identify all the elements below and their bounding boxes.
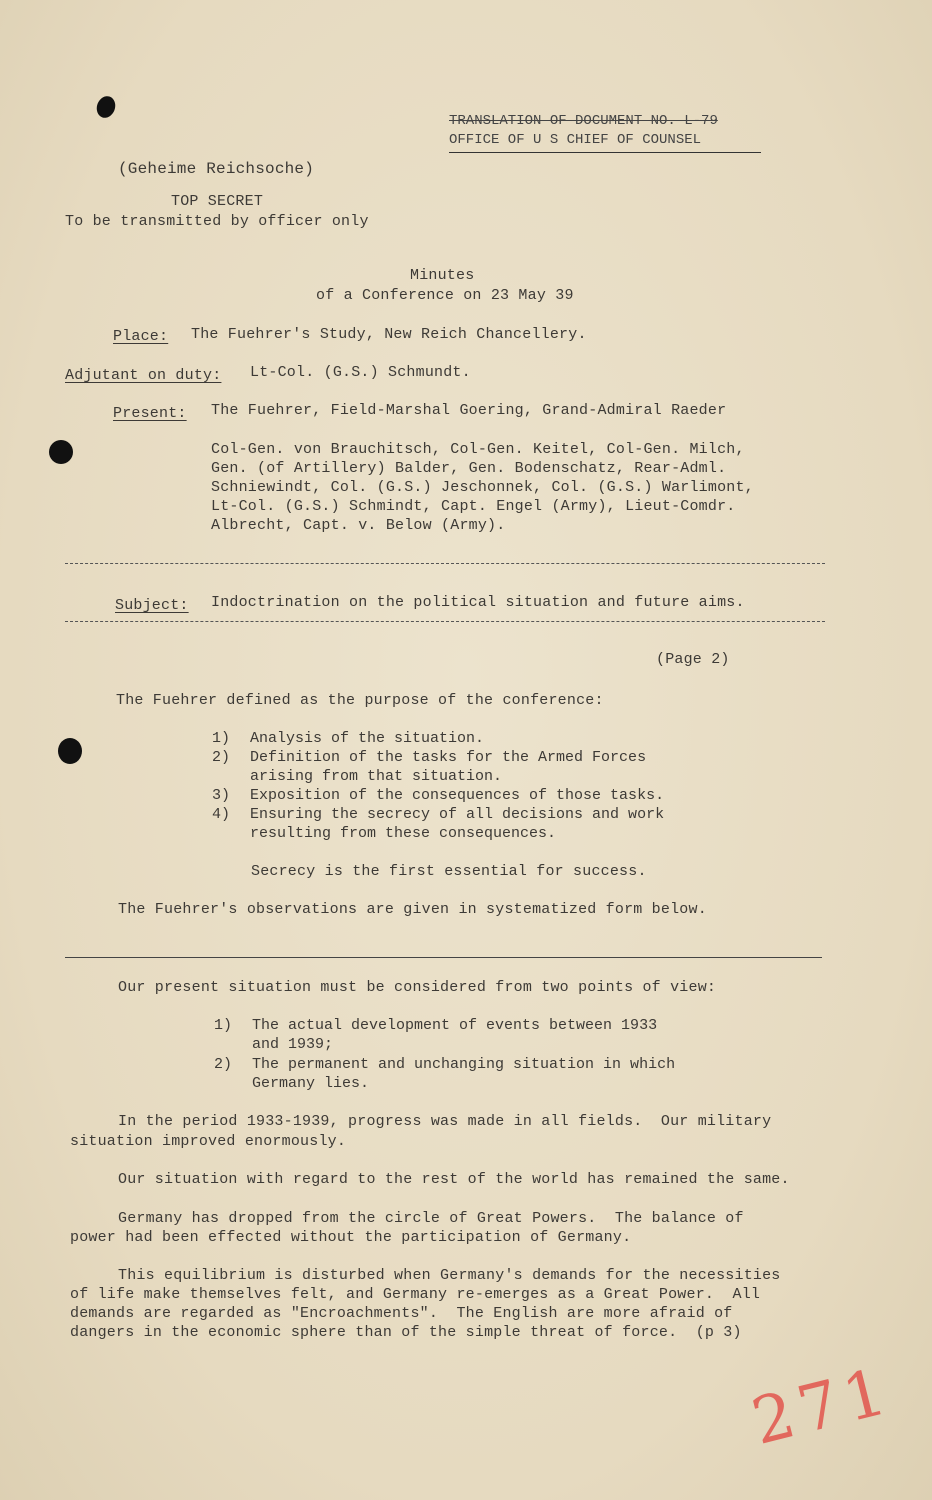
document-header [449, 112, 761, 153]
classification-german: (Geheime Reichsoche) [118, 160, 315, 178]
present-line5: Albrecht, Capt. v. Below (Army). [211, 517, 506, 534]
paragraph-4-line3: demands are regarded as "Encroachments". The English are more afraid of [70, 1305, 733, 1322]
present-line1: Col-Gen. von Brauchitsch, Col-Gen. Keitel, Col-Gen. Milch, [211, 441, 745, 458]
item-text-continued: and 1939; [252, 1036, 334, 1053]
adjutant-value: Lt-Col. (G.S.) Schmundt. [250, 364, 471, 381]
item-text: The permanent and unchanging situation in which [252, 1056, 676, 1073]
present-label: Present: [113, 405, 187, 422]
item-text-continued: arising from that situation. [250, 768, 503, 785]
item-number: 2) [212, 749, 231, 766]
separator-dashed-2 [65, 621, 825, 622]
item-number: 1) [212, 730, 231, 747]
header-rule [449, 152, 761, 153]
present-line3: Schniewindt, Col. (G.S.) Jeschonnek, Col. (G.S.) Warlimont, [211, 479, 754, 496]
paragraph-1-line1: In the period 1933-1939, progress was made in all fields. Our military [118, 1113, 772, 1130]
title-line1: Minutes [410, 267, 475, 284]
paragraph-4-line4: dangers in the economic sphere than of the simple threat of force. (p 3) [70, 1324, 742, 1341]
present-line4: Lt-Col. (G.S.) Schmindt, Capt. Engel (Army), Lieut-Comdr. [211, 498, 736, 515]
paragraph-3-line1: Germany has dropped from the circle of Great Powers. The balance of [118, 1210, 744, 1227]
office-line: OFFICE OF U S CHIEF OF COUNSEL [449, 132, 702, 148]
handwritten-page-number: 271 [745, 1354, 900, 1460]
title-line2: of a Conference on 23 May 39 [316, 287, 574, 304]
item-text: The actual development of events between 1933 [252, 1017, 658, 1034]
paragraph-2-line1: Our situation with regard to the rest of the world has remained the same. [118, 1171, 790, 1188]
subject-value: Indoctrination on the political situation and future aims. [211, 594, 745, 611]
item-number: 3) [212, 787, 231, 804]
classification-instruction: To be transmitted by officer only [65, 213, 369, 230]
paragraph-4-line1: This equilibrium is disturbed when Germany's demands for the necessities [118, 1267, 781, 1284]
separator-dashed-1 [65, 563, 825, 564]
punch-hole-lower [58, 738, 82, 764]
adjutant-label: Adjutant on duty: [65, 367, 222, 384]
paragraph-1-line2: situation improved enormously. [70, 1133, 347, 1150]
translation-line: TRANSLATION OF DOCUMENT NO. L-79 [449, 113, 718, 129]
classification-english: TOP SECRET [171, 193, 264, 210]
item-number: 4) [212, 806, 231, 823]
page-reference: (Page 2) [656, 651, 730, 668]
item-number: 1) [214, 1017, 233, 1034]
item-text: Ensuring the secrecy of all decisions and work [250, 806, 665, 823]
item-text: Analysis of the situation. [250, 730, 485, 747]
item-text-continued: Germany lies. [252, 1075, 370, 1092]
item-text: Definition of the tasks for the Armed Forces [250, 749, 647, 766]
separator-solid [65, 957, 822, 958]
present-line0: The Fuehrer, Field-Marshal Goering, Grand-Admiral Raeder [211, 402, 727, 419]
present-line2: Gen. (of Artillery) Balder, Gen. Bodenschatz, Rear-Adml. [211, 460, 727, 477]
place-value: The Fuehrer's Study, New Reich Chancellery. [191, 326, 587, 343]
punch-hole-middle [49, 440, 73, 464]
secrecy-line: Secrecy is the first essential for success. [251, 863, 647, 880]
purpose-intro: The Fuehrer defined as the purpose of the conference: [116, 692, 604, 709]
item-text-continued: resulting from these consequences. [250, 825, 557, 842]
situation-intro: Our present situation must be considered from two points of view: [118, 979, 717, 996]
place-label: Place: [113, 328, 169, 345]
subject-label: Subject: [115, 597, 189, 614]
punch-hole-top [94, 94, 118, 121]
observations-line: The Fuehrer's observations are given in systematized form below. [118, 901, 707, 918]
item-number: 2) [214, 1056, 233, 1073]
paragraph-4-line2: of life make themselves felt, and Germany re-emerges as a Great Power. All [70, 1286, 761, 1303]
item-text: Exposition of the consequences of those tasks. [250, 787, 665, 804]
paragraph-3-line2: power had been effected without the participation of Germany. [70, 1229, 632, 1246]
